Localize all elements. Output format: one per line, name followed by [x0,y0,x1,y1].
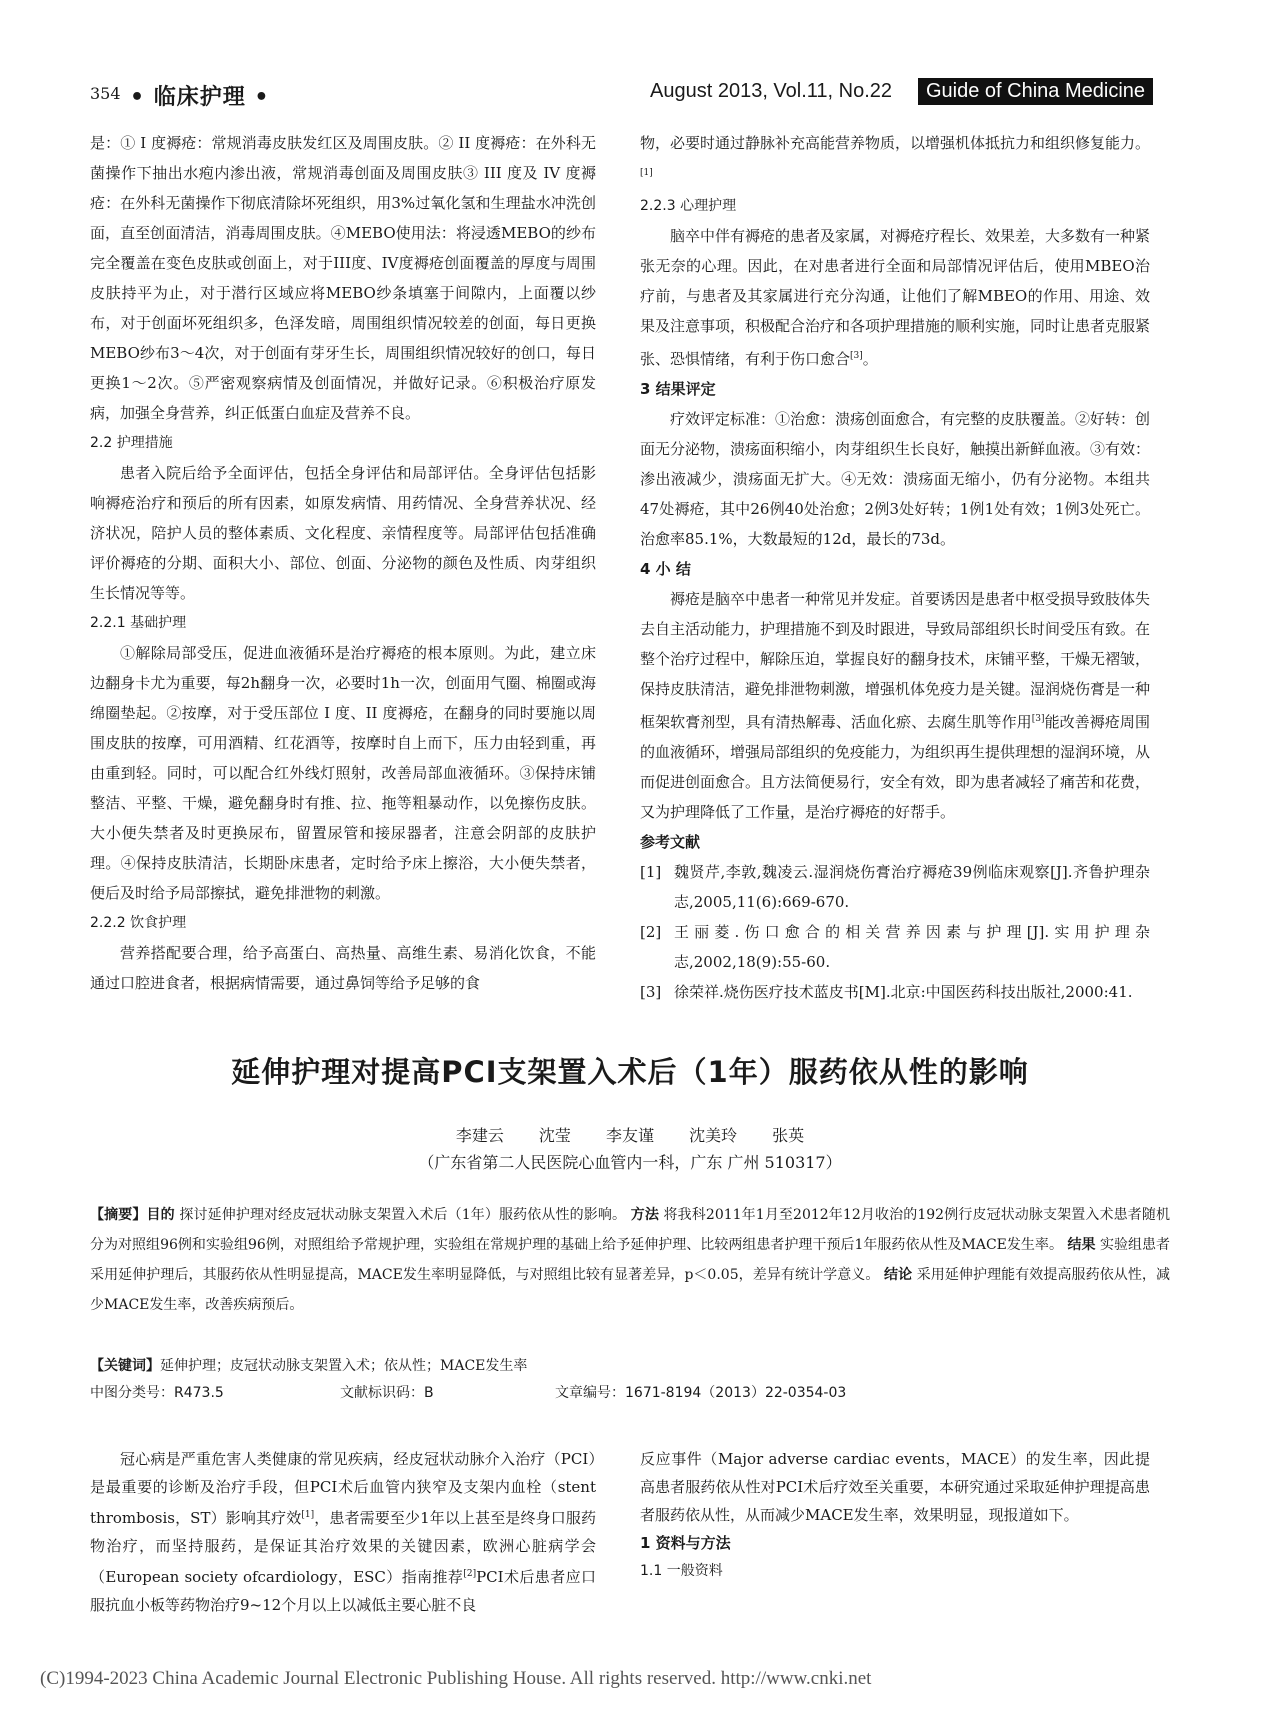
paragraph: 是：① I 度褥疮：常规消毒皮肤发红区及周围皮肤。② II 度褥疮：在外科无菌操作下抽出水疱内渗出液，常规消毒创面及周围皮肤③ III 度及 IV 度褥疮：在外科无菌操作下彻底清除坏死组织，用3%过氧化氢和生理盐水冲洗创面，直至创面清洁，消毒周围皮肤。④MEBO使用法：将浸透MEBO的纱布完全覆盖在变色皮肤或创面上，对于III度、IV度褥疮创面覆盖的厚度与周围皮肤持平为止，对于潜行区域应将MEBO纱条填塞于间隙内，上面覆以纱布，对于创面坏死组织多，色泽发暗，周围组织情况较差的创面，每日更换MEBO纱布3～4次，对于创面有芽牙生长，周围组织情况较好的创口，每日更换1～2次。⑤严密观察病情及创面情况，并做好记录。⑥积极治疗原发病，加强全身营养，纠正低蛋白血症及营养不良。 [90,134,596,422]
article-number: 文章编号：1671-8194（2013）22-0354-03 [555,1385,847,1401]
section-heading: 2.2 护理措施 [90,435,173,451]
paragraph: 营养搭配要合理，给予高蛋白、高热量、高维生素、易消化饮食，不能通过口腔进食者，根据病情需要，通过鼻饲等给予足够的食 [90,944,596,992]
section-name: • 临床护理 • [130,85,270,110]
paragraph: ①解除局部受压，促进血液循环是治疗褥疮的根本原则。为此，建立床边翻身卡尤为重要，每2h翻身一次，必要时1h一次，创面用气圈、棉圈或海绵圈垫起。②按摩，对于受压部位 I 度、II 度褥疮，在翻身的同时要施以周围皮肤的按摩，可用酒精、红花酒等，按摩时自上而下，压力由轻到重，再由重到轻。同时，可以配合红外线灯照射，改善局部血液循环。③保持床铺整洁、平整、干燥，避免翻身时有推、拉、拖等粗暴动作，以免擦伤皮肤。大小便失禁者及时更换尿布，留置尿管和接尿器者，注意会阴部的皮肤护理。④保持皮肤清洁，长期卧床患者，定时给予床上擦浴，大小便失禁者，便后及时给予局部擦拭，避免排泄物的刺激。 [90,644,596,902]
method-text: 将我科2011年1月至2012年12月收治的192例行皮冠状动脉支架置入术患者随机分为对照组96例和实验组96例，对照组给予常规护理，实验组在常规护理的基础上给予延伸护理、比较两组患者护理干预后1年服药依从性及MACE发生率。 [90,1207,1171,1253]
reference-text: 魏贤芹,李敦,魏凌云.湿润烧伤膏治疗褥疮39例临床观察[J].齐鲁护理杂志,2005,11(6):669-670. [674,863,1150,911]
section-heading: 2.2.3 心理护理 [640,198,737,214]
reference-text: 王丽菱.伤口愈合的相关营养因素与护理[J].实用护理杂志,2002,18(9):55-60. [674,923,1150,971]
aim-label: 目的 [146,1207,175,1223]
section-heading: 1 资料与方法 [640,1534,731,1552]
references-heading: 参考文献 [640,833,701,851]
intro-right-column [640,1445,1150,1585]
reference-number: [3] [640,983,662,1001]
journal-issue: August 2013, Vol.11, No.22 [650,80,893,102]
section-heading: 2.2.2 饮食护理 [90,915,187,931]
method-label: 方法 [630,1207,659,1223]
keywords-label: 【关键词】 [90,1358,160,1374]
paragraph: 患者入院后给予全面评估，包括全身评估和局部评估。全身评估包括影响褥疮治疗和预后的所有因素，如原发病情、用药情况、全身营养状况、经济状况，陪护人员的整体素质、文化程度、亲情程度等。局部评估包括准确评价褥疮的分期、面积大小、部位、创面、分泌物的颜色及性质、肉芽组织生长情况等等。 [90,464,596,602]
article-affiliation: （广东省第二人民医院心血管内一科，广东 广州 510317） [418,1153,842,1172]
page-number: 354 [90,84,121,103]
section-heading: 1.1 一般资料 [640,1563,723,1579]
result-label: 结果 [1067,1237,1096,1253]
paragraph-text: PCI术后患者应口服抗血小板等药物治疗9~12个月以上以减低主要心脏不良 [90,1568,597,1614]
paragraph-text: 。 [862,350,878,368]
page-header [90,80,1170,110]
paragraph-text: 能改善褥疮周围的血液循环，增强局部组织的免疫能力，为组织再生提供理想的湿润环境，从而促进创面愈合。且方法简便易行，安全有效，即为患者减轻了痛苦和花费，又为护理降低了工作量，是治疗褥疮的好帮手。 [640,713,1151,821]
section-heading: 2.2.1 基础护理 [90,615,187,631]
reference-text: 徐荣祥.烧伤医疗技术蓝皮书[M].北京:中国医药科技出版社,2000:41. [674,983,1133,1001]
paragraph [640,128,1150,191]
paragraph-text: 物，必要时通过静脉补充高能营养物质，以增强机体抵抗力和组织修复能力。 [640,134,1151,152]
reference-list [640,857,1150,1007]
clc-number: 中图分类号：R473.5 [90,1385,224,1401]
reference-item [640,857,1150,917]
paragraph-text: ，患者需要至少1年以上甚至是终身口服药物治疗，而坚持服药，是保证其治疗效果的关键因素，欧洲心脏病学会（European society ofcardiology，ESC）指南推荐 [90,1509,596,1586]
conclusion-label: 结论 [884,1267,913,1283]
copyright-footer: (C)1994-2023 China Academic Journal Electronic Publishing House. All rights reserved. http://www.cnki.net [40,1668,872,1689]
paragraph [640,221,1150,374]
keywords [90,1355,1170,1375]
paragraph-text: 冠心病是严重危害人类健康的常见疾病，经皮冠状动脉介入治疗（PCI）是最重要的诊断及治疗手段，但PCI术后血管内狭窄及支架内血栓（stent thrombosis，ST）影响其疗效 [90,1450,596,1527]
paragraph: 反应事件（Major adverse cardiac events，MACE）的发生率，因此提高患者服药依从性对PCI术后疗效至关重要，本研究通过采取延伸护理提高患者服药依从性，从而减少MACE发生率，效果明显，现报道如下。 [640,1450,1150,1524]
citation: [2] [463,1569,477,1579]
paragraph: 疗效评定标准：①治愈：溃疡创面愈合，有完整的皮肤覆盖。②好转：创面无分泌物，溃疡面积缩小，肉芽组织生长良好，触摸出新鲜血液。③有效：渗出液减少，溃疡面无扩大。④无效：溃疡面无缩小，仍有分泌物。本组共47处褥疮，其中26例40处治愈；2例3处好转；1例1处有效；1例3处死亡。治愈率85.1%，大数最短的12d，最长的73d。 [640,410,1151,548]
document-code: 文献标识码：B [340,1385,434,1401]
abstract [90,1200,1170,1320]
right-column [640,128,1150,1007]
abstract-label: 【摘要】 [90,1207,147,1223]
conclusion-text: 采用延伸护理能有效提高服药依从性，减少MACE发生率，改善疾病预后。 [90,1267,1171,1313]
aim-text: 探讨延伸护理对经皮冠状动脉支架置入术后（1年）服药依从性的影响。 [179,1207,627,1223]
citation: [1] [640,168,653,178]
reference-number: [1] [640,863,662,881]
citation: [1] [301,1510,315,1520]
reference-number: [2] [640,923,662,941]
article-title: 延伸护理对提高PCI支架置入术后（1年）服药依从性的影响 [231,1055,1029,1089]
section-heading: 3 结果评定 [640,380,716,398]
citation: [3] [850,351,863,361]
reference-item [640,977,1150,1007]
reference-item [640,917,1150,977]
paragraph [640,584,1150,827]
paragraph-text: 褥疮是脑卒中患者一种常见并发症。首要诱因是患者中枢受损导致肢体失去自主活动能力，护理措施不到及时跟进，导致局部组织长时间受压有致。在整个治疗过程中，解除压迫，掌握良好的翻身技术，床铺平整，干燥无褶皱，保持皮肤清洁，避免排泄物刺激，增强机体免疫力是关键。湿润烧伤膏是一种框架软膏剂型，具有清热解毒、活血化瘀、去腐生肌等作用 [640,590,1151,731]
citation: [3] [1031,714,1045,724]
result-text: 实验组患者采用延伸护理后，其服药依从性明显提高，MACE发生率明显降低，与对照组比较有显著差异，p＜0.05，差异有统计学意义。 [90,1237,1170,1283]
paragraph [90,1445,596,1619]
article-authors: 李建云 沈莹 李友谨 沈美玲 张英 [455,1126,805,1145]
journal-name: Guide of China Medicine [918,78,1153,105]
left-column [90,128,596,998]
section-heading: 4 小 结 [640,560,691,578]
keywords-text: 延伸护理；皮冠状动脉支架置入术；依从性；MACE发生率 [160,1358,528,1374]
intro-left-column [90,1445,596,1619]
paragraph-text: 脑卒中伴有褥疮的患者及家属，对褥疮疗程长、效果差，大多数有一种紧张无奈的心理。因此，在对患者进行全面和局部情况评估后，使用MBEO治疗前，与患者及其家属进行充分沟通，让他们了解MBEO的作用、用途、效果及注意事项，积极配合治疗和各项护理措施的顺利实施，同时让患者克服紧张、恐惧情绪，有利于伤口愈合 [640,227,1151,368]
